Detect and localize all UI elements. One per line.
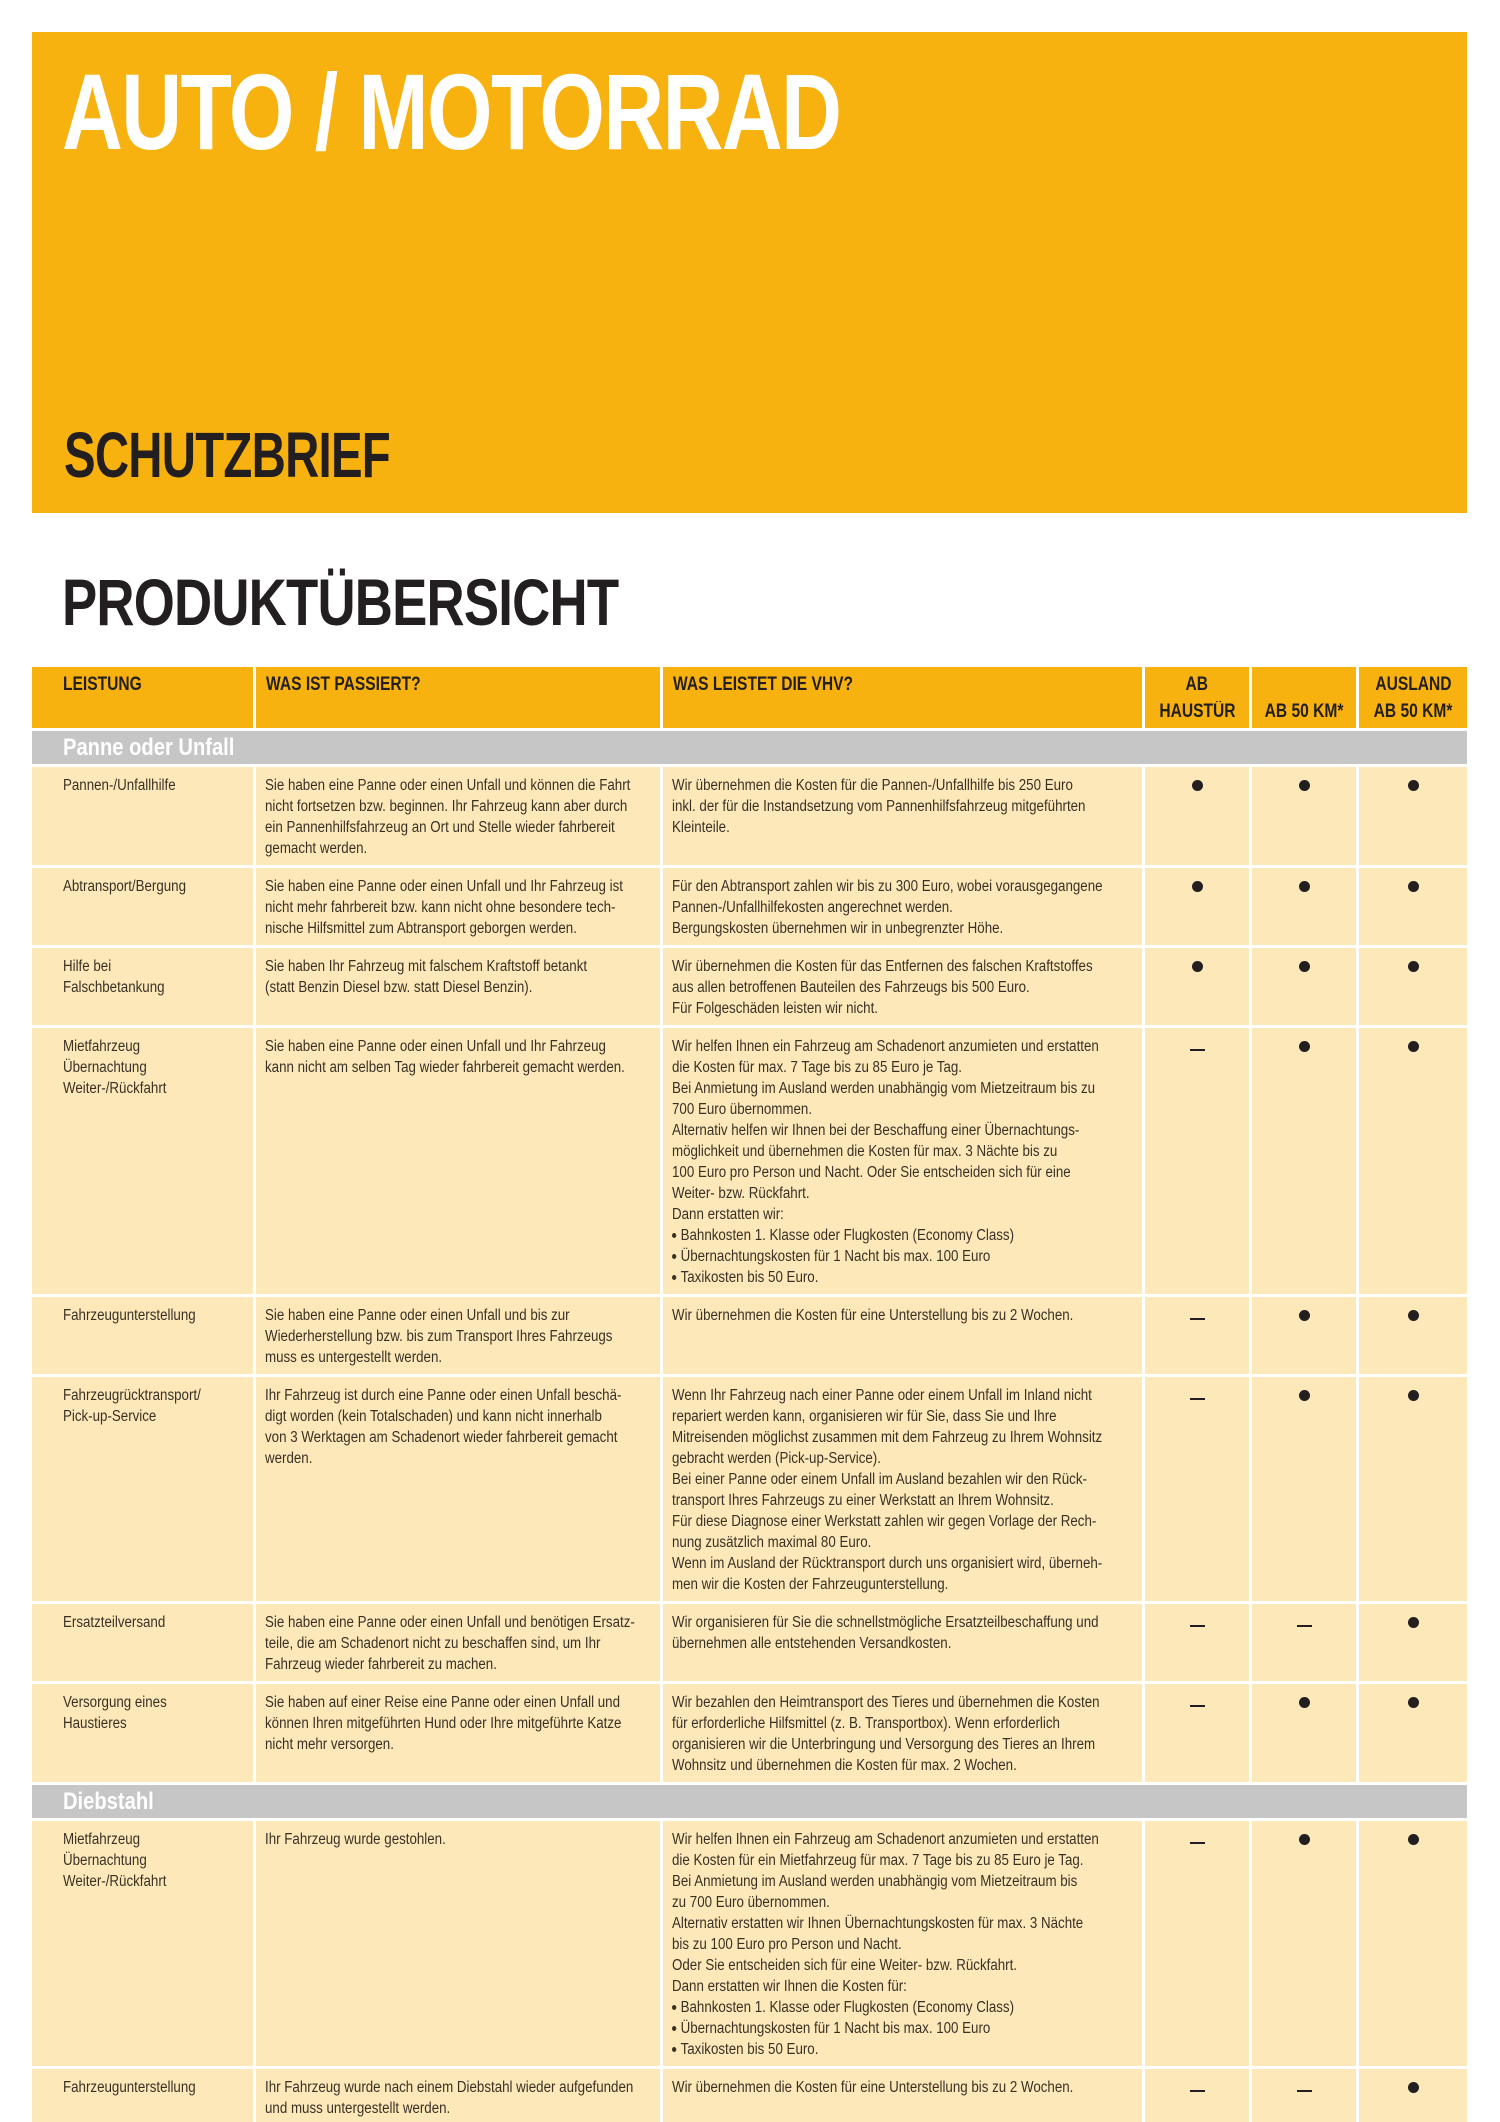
cell-was-ist-passiert (256, 1821, 663, 2069)
cell-was-ist-passiert (256, 1604, 663, 1684)
cell-text-line: Hilfe bei (63, 958, 112, 975)
cell-leistung (32, 948, 256, 1028)
cell-text-line: Ihr Fahrzeug ist durch eine Panne oder einen Unfall beschä- (265, 1387, 622, 1404)
included-dot-icon (1192, 780, 1203, 791)
cell-was-leistet-die-vhv (663, 767, 1145, 868)
cell-text-line: Wir übernehmen die Kosten für die Pannen-/Unfallhilfe bis 250 Euro (672, 777, 1073, 794)
column-header-ab-haustuer: AB HAUSTÜR (1145, 667, 1252, 731)
cell-text-line: werden. (265, 1450, 313, 1467)
cell-text-line: Übernachtung (63, 1059, 147, 1076)
included-dot-icon (1408, 961, 1419, 972)
included-dot-icon (1299, 780, 1310, 791)
cell-coverage-ausland (1359, 1604, 1467, 1684)
table-header-row (32, 667, 1467, 731)
cell-leistung (32, 2069, 256, 2122)
cell-text-line: Wenn Ihr Fahrzeug nach einer Panne oder einem Unfall im Inland nicht (672, 1387, 1092, 1404)
cell-text-line: Weiter- bzw. Rückfahrt. (672, 1185, 810, 1202)
cell-text-line: Fahrzeug wieder fahrbereit zu machen. (265, 1656, 497, 1673)
cell-coverage-haustuer (1145, 767, 1252, 868)
cell-was-leistet-die-vhv (663, 1684, 1145, 1785)
included-dot-icon (1408, 1390, 1419, 1401)
table-row (32, 767, 1467, 868)
included-dot-icon (1299, 1310, 1310, 1321)
cell-was-ist-passiert (256, 868, 663, 948)
cell-text-line: (statt Benzin Diesel bzw. statt Diesel Benzin). (265, 979, 533, 996)
cell-text-line: inkl. der für die Instandsetzung vom Pannenhilfsfahrzeug mitgeführten (672, 798, 1086, 815)
included-dot-icon (1408, 1697, 1419, 1708)
bullet-item: Übernachtungskosten für 1 Nacht bis max. 100 Euro (672, 1246, 1133, 1267)
cell-text-line: zu 700 Euro übernommen. (672, 1894, 830, 1911)
cell-text-line: und muss untergestellt werden. (265, 2100, 451, 2117)
cell-was-ist-passiert (256, 1297, 663, 1377)
included-dot-icon (1299, 1041, 1310, 1052)
cell-text-line: 700 Euro übernommen. (672, 1101, 813, 1118)
cell-was-ist-passiert (256, 1377, 663, 1604)
cell-leistung (32, 1604, 256, 1684)
cell-text-line: nische Hilfsmittel zum Abtransport geborgen werden. (265, 920, 577, 937)
cell-text-line: Wenn im Ausland der Rücktransport durch uns organisiert wird, überneh- (672, 1555, 1103, 1572)
table-row (32, 2069, 1467, 2122)
cell-text-line: Wir bezahlen den Heimtransport des Tieres und übernehmen die Kosten (672, 1694, 1100, 1711)
cell-text-line: Sie haben eine Panne oder einen Unfall und können die Fahrt (265, 777, 631, 794)
cell-coverage-ab50 (1252, 868, 1359, 948)
cell-coverage-ausland (1359, 1377, 1467, 1604)
not-included-dash-icon (1190, 1625, 1205, 1627)
cell-text-line: ein Pannenhilfsfahrzeug an Ort und Stelle wieder fahrbereit (265, 819, 615, 836)
cell-text-line: Fahrzeugunterstellung (63, 1307, 196, 1324)
cell-text-line: Weiter-/Rückfahrt (63, 1873, 167, 1890)
cell-text-line: Versorgung eines (63, 1694, 167, 1711)
table-row (32, 1821, 1467, 2069)
cell-text-line: Mietfahrzeug (63, 1831, 141, 1848)
cell-was-ist-passiert (256, 1028, 663, 1297)
cell-coverage-haustuer (1145, 1684, 1252, 1785)
cell-text-line: Wir helfen Ihnen ein Fahrzeug am Schadenort anzumieten und erstatten (672, 1831, 1099, 1848)
cell-text-line: Sie haben eine Panne oder einen Unfall und Ihr Fahrzeug ist (265, 878, 623, 895)
cell-was-ist-passiert (256, 767, 663, 868)
cell-text-line: aus allen betroffenen Bauteilen des Fahrzeugs bis 500 Euro. (672, 979, 1030, 996)
not-included-dash-icon (1190, 2090, 1205, 2092)
cell-leistung (32, 1297, 256, 1377)
cell-text-line: transport Ihres Fahrzeugs zu einer Werkstatt an Ihrem Wohnsitz. (672, 1492, 1054, 1509)
cell-was-leistet-die-vhv (663, 1028, 1145, 1297)
cell-was-leistet-die-vhv (663, 868, 1145, 948)
cell-text-line: Sie haben auf einer Reise eine Panne oder einen Unfall und (265, 1694, 620, 1711)
cell-text-line: Bei Anmietung im Ausland werden unabhängig vom Mietzeitraum bis (672, 1873, 1078, 1890)
cell-coverage-haustuer (1145, 1297, 1252, 1377)
group-header-row (32, 731, 1467, 767)
cell-text-line: nicht mehr versorgen. (265, 1736, 394, 1753)
included-dot-icon (1408, 780, 1419, 791)
cell-text-line: Ersatzteilversand (63, 1614, 166, 1631)
product-overview-table (32, 667, 1467, 2122)
cell-text-line: Mitreisenden möglichst zusammen mit dem Fahrzeug zu Ihrem Wohnsitz (672, 1429, 1103, 1446)
cell-coverage-ab50 (1252, 1028, 1359, 1297)
cell-was-leistet-die-vhv (663, 1297, 1145, 1377)
table-row (32, 1297, 1467, 1377)
cell-text-line: Dann erstatten wir: (672, 1206, 784, 1223)
cell-coverage-ab50 (1252, 1297, 1359, 1377)
column-header-ab-50-km: AB 50 KM* (1252, 667, 1359, 731)
included-dot-icon (1408, 881, 1419, 892)
cell-coverage-ausland (1359, 948, 1467, 1028)
table-row (32, 948, 1467, 1028)
cell-was-ist-passiert (256, 2069, 663, 2122)
included-dot-icon (1299, 961, 1310, 972)
bullet-item: Übernachtungskosten für 1 Nacht bis max. 100 Euro (672, 2018, 1133, 2039)
cell-text-line: Abtransport/Bergung (63, 878, 187, 895)
included-dot-icon (1299, 881, 1310, 892)
cell-coverage-haustuer (1145, 2069, 1252, 2122)
cell-coverage-ausland (1359, 767, 1467, 868)
cell-text-line: übernehmen alle entstehenden Versandkosten. (672, 1635, 952, 1652)
cell-coverage-ausland (1359, 1028, 1467, 1297)
cell-leistung (32, 1377, 256, 1604)
cell-text-line: Alternativ erstatten wir Ihnen Übernachtungskosten für max. 3 Nächte (672, 1915, 1084, 1932)
cell-text-line: die Kosten für max. 7 Tage bis zu 85 Euro je Tag. (672, 1059, 962, 1076)
cell-text-line: Wir übernehmen die Kosten für eine Unterstellung bis zu 2 Wochen. (672, 1307, 1074, 1324)
cell-text-line: Ihr Fahrzeug wurde gestohlen. (265, 1831, 446, 1848)
cell-text-line: Haustieres (63, 1715, 127, 1732)
included-dot-icon (1408, 1617, 1419, 1628)
bullet-item: Bahnkosten 1. Klasse oder Flugkosten (Economy Class) (672, 1997, 1133, 2018)
cell-was-leistet-die-vhv (663, 1604, 1145, 1684)
group-title (32, 1785, 1467, 1821)
cell-coverage-ausland (1359, 1684, 1467, 1785)
cell-text-line: können Ihren mitgeführten Hund oder Ihre mitgeführte Katze (265, 1715, 622, 1732)
cell-text-line: gemacht werden. (265, 840, 368, 857)
cell-text-line: 100 Euro pro Person und Nacht. Oder Sie entscheiden sich für eine (672, 1164, 1071, 1181)
cell-text-line: Wiederherstellung bzw. bis zum Transport Ihres Fahrzeugs (265, 1328, 613, 1345)
included-dot-icon (1408, 1041, 1419, 1052)
group-title-label: Diebstahl (63, 1788, 154, 1815)
included-dot-icon (1299, 1390, 1310, 1401)
table-body (32, 731, 1467, 2122)
cell-coverage-ab50 (1252, 1821, 1359, 2069)
not-included-dash-icon (1190, 1398, 1205, 1400)
table-row (32, 1684, 1467, 1785)
title-banner (32, 32, 1467, 513)
included-dot-icon (1299, 1834, 1310, 1845)
cell-text-line: Wir übernehmen die Kosten für eine Unterstellung bis zu 2 Wochen. (672, 2079, 1074, 2096)
not-included-dash-icon (1190, 1318, 1205, 1320)
included-dot-icon (1408, 1834, 1419, 1845)
cell-was-leistet-die-vhv (663, 1377, 1145, 1604)
included-dot-icon (1408, 2082, 1419, 2093)
column-header-was-ist-passiert: WAS IST PASSIERT? (256, 667, 663, 731)
cell-text-line: Pick-up-Service (63, 1408, 157, 1425)
cell-text-line: Sie haben eine Panne oder einen Unfall und benötigen Ersatz- (265, 1614, 635, 1631)
cell-text-line: Wir helfen Ihnen ein Fahrzeug am Schadenort anzumieten und erstatten (672, 1038, 1099, 1055)
not-included-dash-icon (1297, 1625, 1312, 1627)
bullet-item: Bahnkosten 1. Klasse oder Flugkosten (Economy Class) (672, 1225, 1133, 1246)
bullet-item: Taxikosten bis 50 Euro. (672, 1267, 1133, 1288)
not-included-dash-icon (1190, 1842, 1205, 1844)
cell-text-line: Übernachtung (63, 1852, 147, 1869)
cell-coverage-ab50 (1252, 2069, 1359, 2122)
cell-coverage-ab50 (1252, 1377, 1359, 1604)
cell-text-line: Fahrzeugunterstellung (63, 2079, 196, 2096)
cell-coverage-ab50 (1252, 767, 1359, 868)
cell-coverage-haustuer (1145, 948, 1252, 1028)
included-dot-icon (1408, 1310, 1419, 1321)
cell-text-line: Mietfahrzeug (63, 1038, 141, 1055)
cell-text-line: die Kosten für ein Mietfahrzeug für max. 7 Tage bis zu 85 Euro je Tag. (672, 1852, 1084, 1869)
cell-text-line: Bei Anmietung im Ausland werden unabhängig vom Mietzeitraum bis zu (672, 1080, 1096, 1097)
cell-text-line: möglichkeit und übernehmen die Kosten für max. 3 Nächte bis zu (672, 1143, 1058, 1160)
cell-text-line: von 3 Werktagen am Schadenort wieder fahrbereit gemacht (265, 1429, 618, 1446)
cell-text-line: Sie haben eine Panne oder einen Unfall und bis zur (265, 1307, 570, 1324)
cell-text-line: organisieren wir die Unterbringung und Versorgung des Tieres an Ihrem (672, 1736, 1096, 1753)
cell-coverage-ab50 (1252, 948, 1359, 1028)
cell-text-line: gebracht werden (Pick-up-Service). (672, 1450, 881, 1467)
cell-text-line: repariert werden kann, organisieren wir für Sie, dass Sie und Ihre (672, 1408, 1057, 1425)
cell-coverage-haustuer (1145, 1028, 1252, 1297)
cell-text-line: Bergungskosten übernehmen wir in unbegrenzter Höhe. (672, 920, 1004, 937)
cell-text-line: Wohnsitz und übernehmen die Kosten für max. 2 Wochen. (672, 1757, 1017, 1774)
cell-coverage-haustuer (1145, 868, 1252, 948)
cell-text-line: Falschbetankung (63, 979, 165, 996)
cell-text-line: Wir übernehmen die Kosten für das Entfernen des falschen Kraftstoffes (672, 958, 1093, 975)
not-included-dash-icon (1190, 1049, 1205, 1051)
group-title (32, 731, 1467, 767)
cell-text-line: nicht mehr fahrbereit bzw. kann nicht ohne besondere tech- (265, 899, 616, 916)
cell-text-line: teile, die am Schadenort nicht zu beschaffen sind, um Ihr (265, 1635, 601, 1652)
cell-was-leistet-die-vhv (663, 2069, 1145, 2122)
group-title-label: Panne oder Unfall (63, 734, 235, 761)
included-dot-icon (1192, 881, 1203, 892)
page-heading: PRODUKTÜBERSICHT (62, 565, 619, 639)
cell-text-line: Alternativ helfen wir Ihnen bei der Beschaffung einer Übernachtungs- (672, 1122, 1080, 1139)
cell-coverage-ab50 (1252, 1684, 1359, 1785)
cell-coverage-haustuer (1145, 1604, 1252, 1684)
cell-leistung (32, 1684, 256, 1785)
cell-text-line: Für Folgeschäden leisten wir nicht. (672, 1000, 878, 1017)
cell-text-line: Für diese Diagnose einer Werkstatt zahlen wir gegen Vorlage der Rech- (672, 1513, 1097, 1530)
cell-leistung (32, 767, 256, 868)
cell-text-line: Wir organisieren für Sie die schnellstmögliche Ersatzteilbeschaffung und (672, 1614, 1099, 1631)
cell-was-ist-passiert (256, 948, 663, 1028)
cell-coverage-ab50 (1252, 1604, 1359, 1684)
cell-text-line: Für den Abtransport zahlen wir bis zu 300 Euro, wobei vorausgegangene (672, 878, 1103, 895)
included-dot-icon (1299, 1697, 1310, 1708)
cell-text-line: men wir die Kosten der Fahrzeugunterstellung. (672, 1576, 949, 1593)
cell-text-line: Kleinteile. (672, 819, 730, 836)
included-dot-icon (1192, 961, 1203, 972)
cell-text-line: nicht fortsetzen bzw. beginnen. Ihr Fahrzeug kann aber durch (265, 798, 628, 815)
banner-subtitle: SCHUTZBRIEF (64, 419, 390, 491)
table-row (32, 868, 1467, 948)
cell-text-line: Ihr Fahrzeug wurde nach einem Diebstahl wieder aufgefunden (265, 2079, 634, 2096)
cell-text-line: Sie haben Ihr Fahrzeug mit falschem Kraftstoff betankt (265, 958, 588, 975)
table-row (32, 1028, 1467, 1297)
cell-coverage-ausland (1359, 2069, 1467, 2122)
cell-text-line: bis zu 100 Euro pro Person und Nacht. (672, 1936, 902, 1953)
cell-text-line: nung zusätzlich maximal 80 Euro. (672, 1534, 872, 1551)
cell-coverage-ausland (1359, 1297, 1467, 1377)
cell-text-line: Oder Sie entscheiden sich für eine Weiter- bzw. Rückfahrt. (672, 1957, 1018, 1974)
cell-coverage-haustuer (1145, 1377, 1252, 1604)
cell-text-line: kann nicht am selben Tag wieder fahrbereit gemacht werden. (265, 1059, 625, 1076)
column-header-ausland-ab-50-km: AUSLAND AB 50 KM* (1359, 667, 1467, 731)
cell-text-line: Fahrzeugrücktransport/ (63, 1387, 201, 1404)
cell-text-line: Weiter-/Rückfahrt (63, 1080, 167, 1097)
column-header-was-leistet-die-vhv: WAS LEISTET DIE VHV? (663, 667, 1145, 731)
table-row (32, 1377, 1467, 1604)
cell-coverage-ausland (1359, 868, 1467, 948)
cell-text-line: Pannen-/Unfallhilfekosten angerechnet werden. (672, 899, 953, 916)
cell-text-line: Dann erstatten wir Ihnen die Kosten für: (672, 1978, 907, 1995)
banner-title: AUTO / MOTORRAD (62, 51, 841, 172)
bullet-item: Taxikosten bis 50 Euro. (672, 2039, 1133, 2060)
not-included-dash-icon (1190, 1705, 1205, 1707)
cell-text-line: muss es untergestellt werden. (265, 1349, 443, 1366)
cell-coverage-haustuer (1145, 1821, 1252, 2069)
column-header-leistung: LEISTUNG (32, 667, 256, 731)
cell-text-line: digt worden (kein Totalschaden) und kann nicht innerhalb (265, 1408, 602, 1425)
cell-text-line: Pannen-/Unfallhilfe (63, 777, 176, 794)
cell-coverage-ausland (1359, 1821, 1467, 2069)
cell-leistung (32, 1028, 256, 1297)
cell-text-line: für erforderliche Hilfsmittel (z. B. Transportbox). Wenn erforderlich (672, 1715, 1060, 1732)
cell-was-leistet-die-vhv (663, 1821, 1145, 2069)
table-row (32, 1604, 1467, 1684)
cell-text-line: Sie haben eine Panne oder einen Unfall und Ihr Fahrzeug (265, 1038, 606, 1055)
cell-was-leistet-die-vhv (663, 948, 1145, 1028)
cell-leistung (32, 1821, 256, 2069)
cell-leistung (32, 868, 256, 948)
cell-text-line: Bei einer Panne oder einem Unfall im Ausland bezahlen wir den Rück- (672, 1471, 1087, 1488)
not-included-dash-icon (1297, 2090, 1312, 2092)
cell-was-ist-passiert (256, 1684, 663, 1785)
group-header-row (32, 1785, 1467, 1821)
